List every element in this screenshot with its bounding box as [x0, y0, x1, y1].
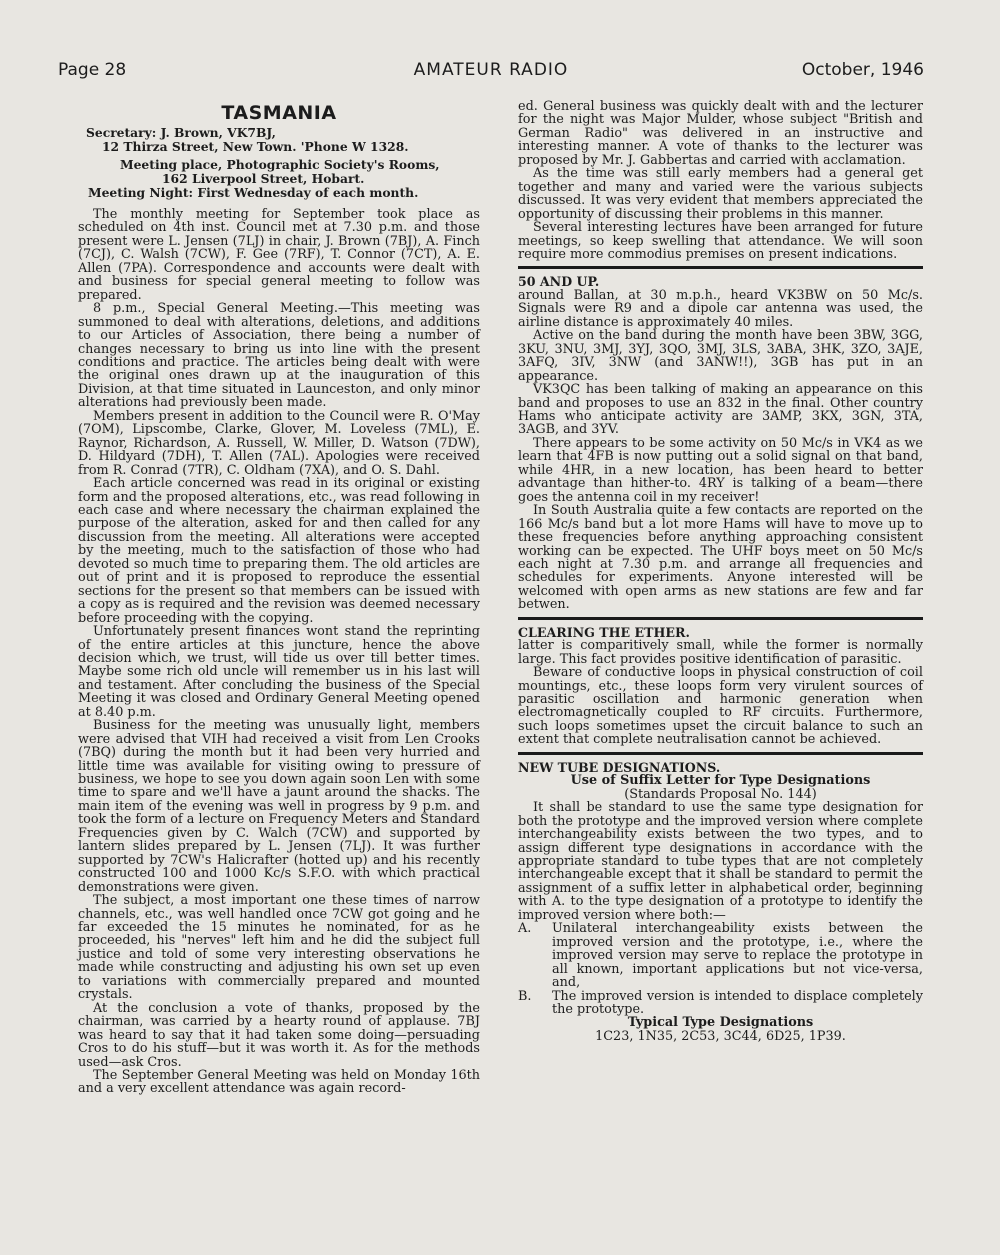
secretary-address: 12 Thirza Street, New Town. 'Phone W 1328. — [102, 139, 409, 154]
paragraph: The monthly meeting for September took place as scheduled on 4th inst. Council met at 7.30 p.m. and those present were L. Jensen (7LJ) in chair, J. Brown (7BJ), A. Finch (7CJ), C. Walsh (7CW), F. Gee (7RF), T. Connor (7CT), A. E. Allen (7PA). Correspondence and accounts were dealt with and business for special general meeting to follow was prepared. — [78, 207, 480, 303]
list-text: Unilateral interchangeability exists between the improved version and the prototype, i.e., where the improved version may serve to replace the prototype in all known, important applications but not vice-versa, and, — [552, 921, 923, 991]
section-divider — [518, 617, 923, 620]
meeting-place: Meeting place, Photographic Society's Rooms, — [120, 157, 440, 172]
section-heading-new-tube-designations: NEW TUBE DESIGNATIONS. — [518, 759, 721, 775]
standards-proposal: (Standards Proposal No. 144) — [624, 786, 817, 802]
paragraph: At the conclusion a vote of thanks, proposed by the chairman, was carried by a hearty round of applause. 7BJ was heard to say that it had taken some doing—persuading Cros to do his stuff—but it was worth it. As for the methods used—ask Cros. — [78, 1000, 480, 1070]
issue-date: October, 1946 — [801, 60, 924, 80]
paragraph: ed. General business was quickly dealt with and the lecturer for the night was Major Mulder, whose subject "British and German Radio" was delivered in an instructive and interesting manner. A vote of thanks to the lecturer was proposed by Mr. J. Gabbertas and carried with acclamation. — [518, 99, 923, 168]
paragraph: There appears to be some activity on 50 Mc/s in VK4 as we learn that 4FB is now putting out a solid signal on that band, while 4HR, in a new location, has been heard to better advantage than hither-to. 4RY is talking of a beam—there goes the antenna coil in my receiver! — [518, 435, 923, 505]
paragraph: around Ballan, at 30 m.p.h., heard VK3BW on 50 Mc/s. Signals were R9 and a dipole car antenna was used, the airline distance is approximately 40 miles. — [518, 287, 923, 330]
page-header — [58, 60, 924, 84]
list-text: The improved version is intended to displace completely the prototype. — [552, 988, 923, 1017]
paragraph: As the time was still early members had a general get together and many and varied were the various subjects discussed. It was very evident that members appreciated the opportunity of discussing their problems in this manner. — [518, 166, 923, 222]
paragraph: In South Australia quite a few contacts are reported on the 166 Mc/s band but a lot more Hams will have to move up to these frequencies before anything approaching consistent working can be expected. The UHF boys meet on 50 Mc/s each night at 7.30 p.m. and arrange all frequencies and schedules for experiments. Anyone interested will be welcomed with open arms as new stations are few and far betwen. — [518, 503, 923, 613]
paragraph: Members present in addition to the Council were R. O'May (7OM), Lipscombe, Clarke, Glover, M. Loveless (7ML), E. Raynor, Richardson, A. Russell, W. Miller, D. Watson (7DW), D. Hildyard (7DH), T. Allen (7AL). Apologies were received from R. Conrad (7TR), C. Oldham (7XA), and O. S. Dahl. — [78, 408, 480, 478]
list-item — [518, 922, 923, 989]
paragraph: The subject, a most important one these times of narrow channels, etc., was well handled once 7CW got going and he far exceeded the 15 minutes he nominated, for as he proceeded, his "nerves" left him and he did the subject full justice and told of some very interesting observations he made while constructing and adjusting his own set up even to variations with commercially prepared and mounted crystals. — [78, 893, 480, 1003]
paragraph: latter is comparitively small, while the former is normally large. This fact provides positive identification of parasitic. — [518, 638, 923, 667]
paragraph: 8 p.m., Special General Meeting.—This meeting was summoned to deal with alterations, deletions, and additions to our Articles of Association, there being a number of changes necessary to bring us into line with the present conditions and practice. The articles being dealt with were the original ones drawn up at the inauguration of this Division, at that time situated in Launceston, and only minor alterations had previously been made. — [78, 301, 480, 411]
left-column — [78, 100, 480, 1096]
list-item — [518, 990, 923, 1017]
paragraph: Unfortunately present finances wont stand the reprinting of the entire articles at this juncture, hence the above decision which, we trust, will tide us over till better times. Maybe some rich old uncle will remember us in his last will and testament. After concluding the business of the Special Meeting it was closed and Ordinary General Meeting opened at 8.40 p.m. — [78, 624, 480, 720]
list-marker: A. — [518, 921, 532, 937]
page-number: Page 28 — [58, 60, 127, 80]
paragraph: Business for the meeting was unusually light, members were advised that VIH had received a visit from Len Crooks (7BQ) during the month but it had been very hurried and little time was available for visiting owing to pressure of business, we hope to see you down again soon Len with some time to spare and we'll have a jaunt around the shacks. The main item of the evening was well in progress by 9 p.m. and took the form of a lecture on Frequency Meters and Standard Frequencies given by C. Walch (7CW) and supported by lantern slides prepared by L. Jensen (7LJ). It was further supported by 7CW's Halicrafter (hotted up) and his recently constructed 100 and 1000 Kc/s S.F.O. with which practical demonstrations were given. — [78, 718, 480, 895]
section-title-tasmania: TASMANIA — [221, 102, 337, 124]
paragraph: Each article concerned was read in its original or existing form and the proposed alterations, etc., was read following in each case and where necessary the chairman explained the purpose of the alteration, asked for and then called for any discussion from the meeting. All alterations were accepted by the meeting, much to the satisfaction of those who had devoted so much time to preparing them. The old articles are out of print and it is proposed to reproduce the essential sections for the present so that members can be issued with a copy as is required and the revision was deemed necessary before proceeding with the copying. — [78, 476, 480, 626]
section-heading-50-and-up: 50 AND UP. — [518, 274, 600, 290]
secretary-line: Secretary: J. Brown, VK7BJ, — [86, 125, 276, 140]
paragraph: It shall be standard to use the same type designation for both the prototype and the improved version where complete interchangeability exists between the two types, and to assign different type designations in accordance with the appropriate standard to tube types that are not completely interchangeable except that it shall be standard to permit the assignment of a suffix letter in alphabetical order, beginning with A. to the type designation of a prototype to identify the improved version where both:— — [518, 800, 923, 923]
paragraph: The September General Meeting was held on Monday 16th and a very excellent attendance was again record- — [78, 1068, 480, 1097]
tube-subheading: Use of Suffix Letter for Type Designations — [570, 773, 871, 789]
section-heading-clearing-the-ether: CLEARING THE ETHER. — [518, 624, 690, 640]
paragraph: Several interesting lectures have been arranged for future meetings, so keep swelling that attendance. We will soon require more commodius premises on present indications. — [518, 220, 923, 262]
section-divider — [518, 266, 923, 269]
meeting-address: 162 Liverpool Street, Hobart. — [162, 171, 365, 186]
typical-designations-heading: Typical Type Designations — [627, 1015, 814, 1031]
meeting-night: Meeting Night: First Wednesday of each month. — [88, 185, 419, 200]
paragraph: Beware of conductive loops in physical construction of coil mountings, etc., these loops form very virulent sources of parasitic oscillation and harmonic generation when electromagnetically coupled to RF circuits. Furthermore, such loops sometimes upset the circuit balance to such an extent that complete neutralisation cannot be achieved. — [518, 665, 923, 748]
section-divider — [518, 752, 923, 755]
magazine-title: AMATEUR RADIO — [413, 60, 569, 80]
list-marker: B. — [518, 988, 532, 1004]
paragraph: VK3QC has been talking of making an appearance on this band and proposes to use an 832 in the final. Other country Hams who anticipate activity are 3AMP, 3KX, 3GN, 3TA, 3AGB, and 3YV. — [518, 382, 923, 438]
typical-designations-list: 1C23, 1N35, 2C53, 3C44, 6D25, 1P39. — [595, 1028, 846, 1044]
right-column — [518, 100, 923, 1043]
paragraph: Active on the band during the month have been 3BW, 3GG, 3KU, 3NU, 3MJ, 3YJ, 3QO, 3MJ, 3LS, 3ABA, 3HK, 3ZO, 3AJE, 3AFQ, 3IV, 3NW (and 3ANW!!), 3GB has put in an appearance. — [518, 328, 923, 384]
